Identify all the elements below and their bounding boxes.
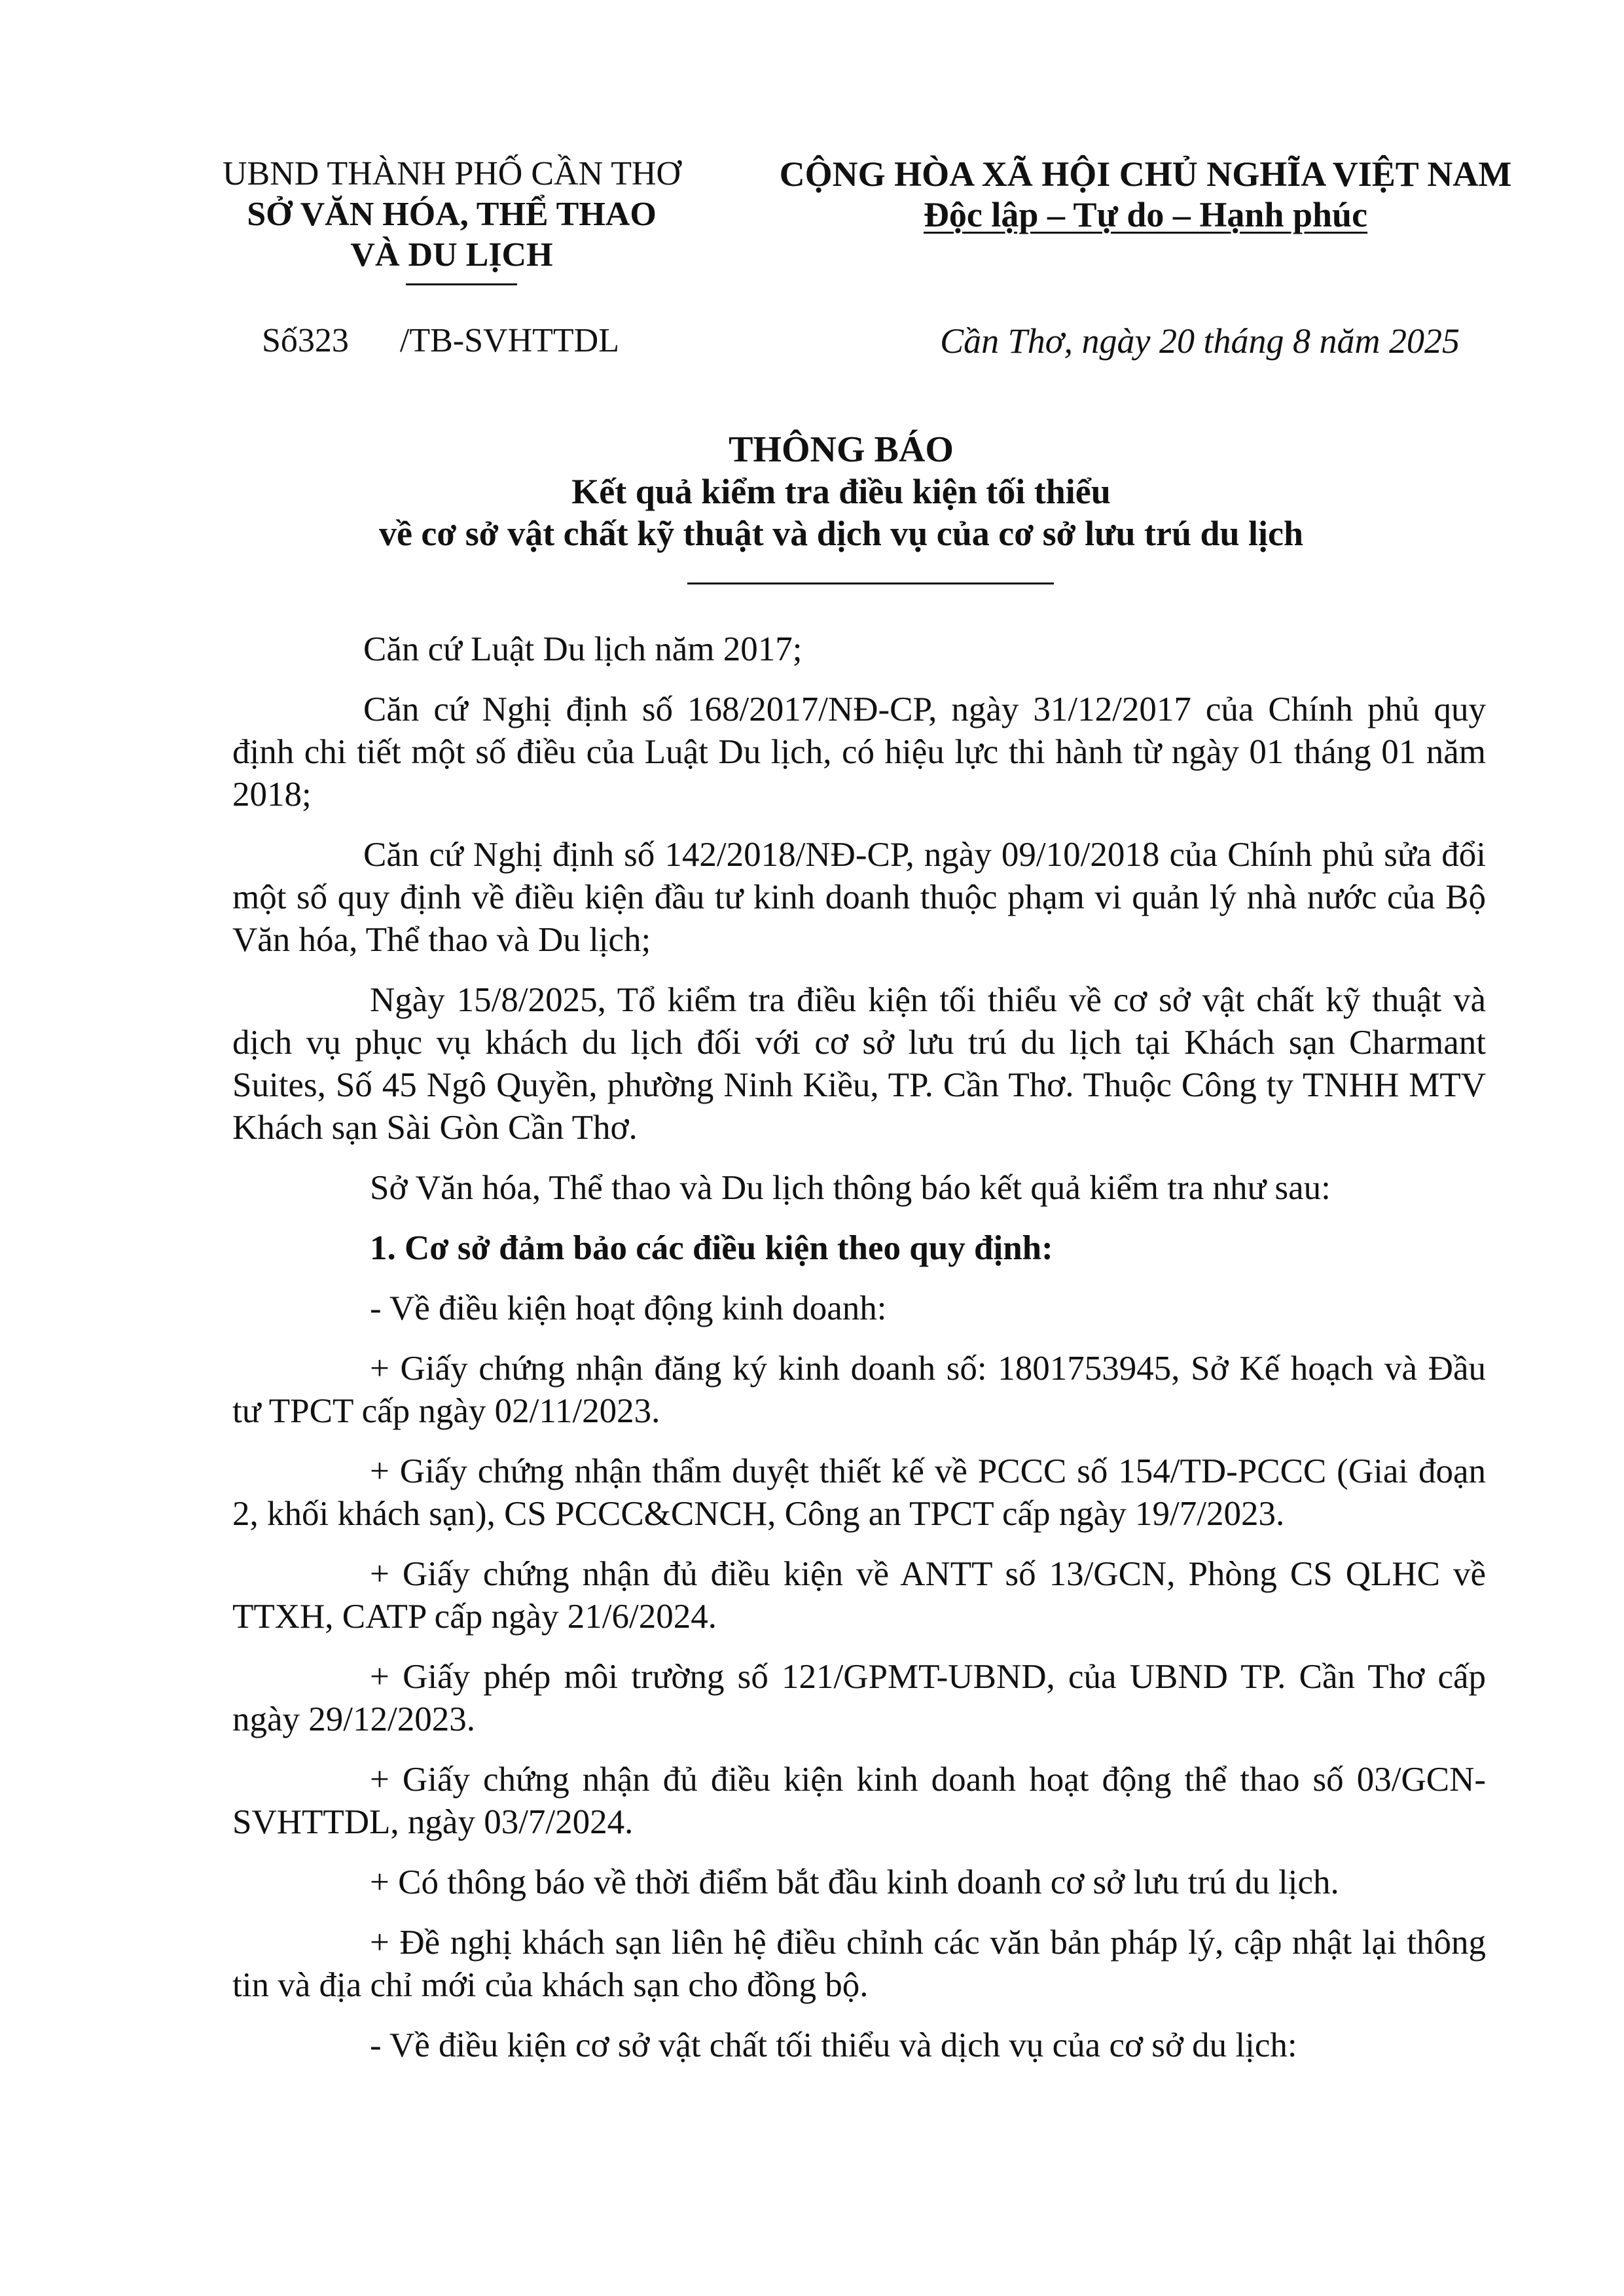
paragraph-legal-basis-3: Căn cứ Nghị định số 142/2018/NĐ-CP, ngày 09/10/2018 của Chính phủ sửa đổi một số quy định về điều kiện đầu tư kinh doanh thuộc phạm vi quản lý nhà nước của Bộ Văn hóa, Thể thao và Du lịch; (232, 836, 1486, 959)
paragraph-legal-basis-2: Căn cứ Nghị định số 168/2017/NĐ-CP, ngày 31/12/2017 của Chính phủ quy định chi tiết một số điều của Luật Du lịch, có hiệu lực thi hành từ ngày 01 tháng 01 năm 2018; (232, 691, 1486, 814)
agency-name-line1: SỞ VĂN HÓA, THỂ THAO (247, 196, 657, 233)
doc-number-label: Số (262, 322, 298, 359)
paragraph-inspection: Ngày 15/8/2025, Tổ kiểm tra điều kiện tối thiểu về cơ sở vật chất kỹ thuật và dịch vụ phục vụ khách du lịch đối với cơ sở lưu trú du lịch tại Khách sạn Charmant Suites, Số 45 Ngô Quyền, phường Ninh Kiều, TP. Cần Thơ. Thuộc Công ty TNHH MTV Khách sạn Sài Gòn Cần Thơ. (232, 981, 1486, 1147)
list-item: + Giấy chứng nhận đăng ký kinh doanh số: 1801753945, Sở Kế hoạch và Đầu tư TPCT cấp ngày 02/11/2023. (232, 1350, 1486, 1430)
national-motto: Độc lập – Tự do – Hạnh phúc (923, 195, 1368, 234)
list-item: + Giấy chứng nhận đủ điều kiện về ANTT số 13/GCN, Phòng CS QLHC về TTXH, CATP cấp ngày 21/6/2024. (232, 1555, 1486, 1636)
list-item: + Giấy phép môi trường số 121/GPMT-UBND, của UBND TP. Cần Thơ cấp ngày 29/12/2023. (232, 1658, 1486, 1738)
title-type: THÔNG BÁO (729, 429, 954, 470)
document-number (262, 321, 619, 361)
list-item: + Đề nghị khách sạn liên hệ điều chỉnh các văn bản pháp lý, cập nhật lại thông tin và địa chỉ mới của khách sạn cho đồng bộ. (232, 1924, 1486, 2004)
national-header (753, 154, 1538, 235)
title-underline (687, 583, 1054, 584)
title-line2: về cơ sở vật chất kỹ thuật và dịch vụ của cơ sở lưu trú du lịch (378, 514, 1304, 553)
agency-underline (406, 283, 517, 285)
agency-name-line2: VÀ DU LỊCH (350, 236, 553, 274)
document-title (196, 429, 1486, 554)
document-date: Cần Thơ, ngày 20 tháng 8 năm 2025 (940, 321, 1460, 361)
list-item: + Giấy chứng nhận đủ điều kiện kinh doanh hoạt động thể thao số 03/GCN-SVHTTDL, ngày 03/7/2024. (232, 1761, 1486, 1841)
doc-number-value: 323 (297, 322, 349, 359)
subsection-business-conditions: - Về điều kiện hoạt động kinh doanh: (370, 1289, 887, 1327)
agency-parent: UBND THÀNH PHỐ CẦN THƠ (222, 155, 681, 192)
paragraph-announcement: Sở Văn hóa, Thể thao và Du lịch thông báo kết quả kiểm tra như sau: (370, 1169, 1331, 1207)
subsection-facility-conditions: - Về điều kiện cơ sở vật chất tối thiểu và dịch vụ của cơ sở du lịch: (370, 2026, 1297, 2064)
title-line1: Kết quả kiểm tra điều kiện tối thiểu (571, 472, 1111, 511)
list-item: + Giấy chứng nhận thẩm duyệt thiết kế về PCCC số 154/TD-PCCC (Giai đoạn 2, khối khách sạn), CS PCCC&CNCH, Công an TPCT cấp ngày 19/7/2023. (232, 1452, 1486, 1533)
paragraph-legal-basis-1: Căn cứ Luật Du lịch năm 2017; (363, 630, 803, 668)
doc-code: /TB-SVHTTDL (399, 322, 620, 359)
document-body (232, 628, 1486, 2085)
nation-name: CỘNG HÒA XÃ HỘI CHỦ NGHĨA VIỆT NAM (779, 154, 1512, 194)
list-item: + Có thông báo về thời điểm bắt đầu kinh doanh cơ sở lưu trú du lịch. (370, 1863, 1339, 1901)
issuing-agency (196, 154, 707, 276)
section-heading-1: 1. Cơ sở đảm bảo các điều kiện theo quy định: (370, 1229, 1053, 1267)
